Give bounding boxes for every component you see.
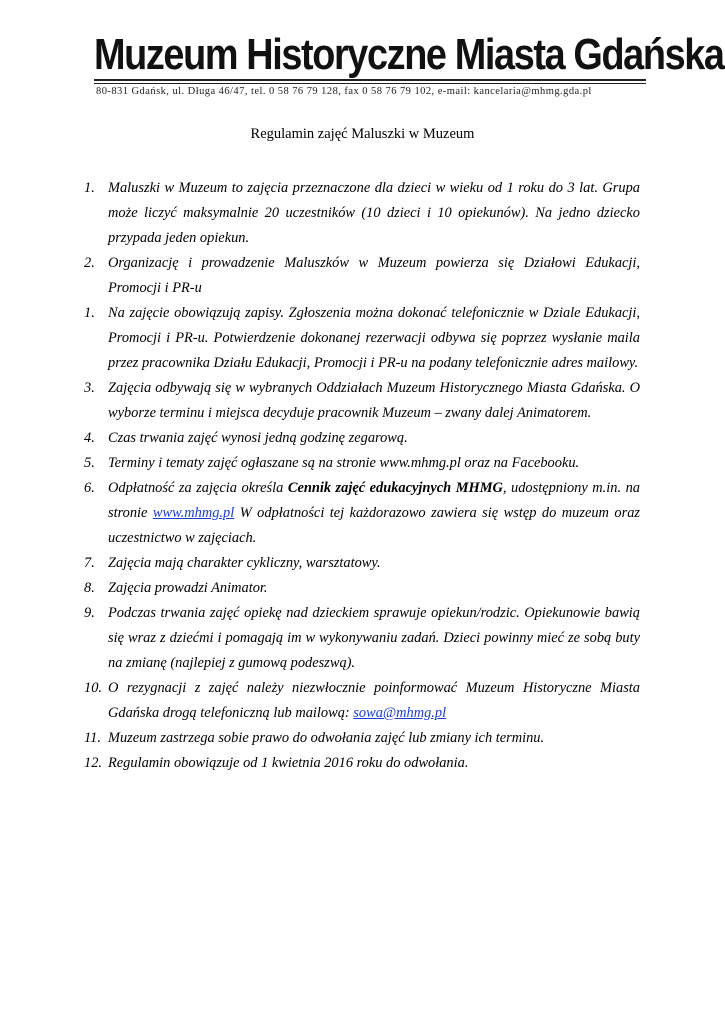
rule-text: Czas trwania zajęć wynosi jedną godzinę zegarową. bbox=[108, 430, 408, 446]
rule-number: 8. bbox=[84, 580, 95, 596]
rule-text: Regulamin obowiązuje od 1 kwietnia 2016 roku do odwołania. bbox=[108, 755, 469, 771]
rule-text: , udostępniony m.in. na stronie bbox=[108, 480, 640, 521]
rule-number: 7. bbox=[84, 555, 95, 571]
rule-item bbox=[84, 751, 640, 776]
email-link[interactable]: sowa@mhmg.pl bbox=[353, 705, 447, 721]
rule-text: Muzeum zastrzega sobie prawo do odwołania zajęć lub zmiany ich terminu. bbox=[108, 730, 545, 746]
website-link[interactable]: www.mhmg.pl bbox=[152, 505, 235, 521]
rule-item bbox=[84, 301, 640, 376]
letterhead-contact: 80-831 Gdańsk, ul. Długa 46/47, tel. 0 58 76 79 128, fax 0 58 76 79 102, e-mail: kancelaria@mhmg.gda.pl bbox=[96, 86, 592, 97]
rule-text: O rezygnacji z zajęć należy niezwłocznie poinformować Muzeum Historyczne Miasta Gdańska drogą telefoniczną lub mailową: bbox=[108, 680, 640, 721]
rule-item bbox=[84, 726, 640, 751]
rule-item bbox=[84, 551, 640, 576]
rule-number: 2. bbox=[84, 255, 95, 271]
document-title: Regulamin zajęć Maluszki w Muzeum bbox=[250, 126, 475, 142]
rule-number: 9. bbox=[84, 605, 95, 621]
rule-text: Terminy i tematy zajęć ogłaszane są na stronie www.mhmg.pl oraz na Facebooku. bbox=[108, 455, 580, 471]
rule-number: 6. bbox=[84, 480, 95, 496]
price-list-name: Cennik zajęć edukacyjnych MHMG bbox=[287, 480, 503, 496]
rule-number: 12. bbox=[84, 755, 102, 771]
rule-text: Zajęcia odbywają się w wybranych Oddziałach Muzeum Historycznego Miasta Gdańska. O wyborze terminu i miejsca decyduje pracownik Muzeum – zwany dalej Animatorem. bbox=[108, 380, 640, 421]
rule-item bbox=[84, 476, 640, 551]
rule-item bbox=[84, 576, 640, 601]
letterhead-divider bbox=[94, 79, 646, 84]
rule-number: 1. bbox=[84, 180, 95, 196]
rule-text: Podczas trwania zajęć opiekę nad dzieckiem sprawuje opiekun/rodzic. Opiekunowie bawią się wraz z dziećmi i pomagają im w wykonywaniu zadań. Dzieci powinny mieć ze sobą buty na zmianę (najlepiej z gumową podeszwą). bbox=[108, 605, 640, 671]
rule-number: 1. bbox=[84, 305, 95, 321]
rule-item bbox=[84, 676, 640, 726]
rule-number: 4. bbox=[84, 430, 95, 446]
rule-number: 10. bbox=[84, 680, 102, 696]
rule-text: Zajęcia prowadzi Animator. bbox=[108, 580, 268, 596]
rule-item bbox=[84, 176, 640, 251]
rule-number: 3. bbox=[84, 380, 95, 396]
letterhead-title: Muzeum Historyczne Miasta Gdańska bbox=[94, 30, 724, 79]
rule-text: Maluszki w Muzeum to zajęcia przeznaczone dla dzieci w wieku od 1 roku do 3 lat. Grupa może liczyć maksymalnie 20 uczestników (10 dzieci i 10 opiekunów). Na jedno dziecko przypada jeden opiekun. bbox=[108, 180, 640, 246]
rule-text: Organizację i prowadzenie Maluszków w Muzeum powierza się Działowi Edukacji, Promocji i PR-u bbox=[108, 255, 640, 296]
rule-text: W odpłatności tej każdorazowo zawiera się wstęp do muzeum oraz uczestnictwo w zajęciach. bbox=[108, 505, 640, 546]
rule-number: 11. bbox=[84, 730, 101, 746]
rules-list bbox=[84, 176, 640, 776]
rule-text: Na zajęcie obowiązują zapisy. Zgłoszenia można dokonać telefonicznie w Dziale Edukacji, Promocji i PR-u. Potwierdzenie dokonanej rezerwacji odbywa się poprzez wysłanie maila przez pracownika Działu Edukacji, Promocji i PR-u na podany telefonicznie adres mailowy. bbox=[108, 305, 640, 371]
rule-item bbox=[84, 376, 640, 426]
rule-item bbox=[84, 426, 640, 451]
rule-number: 5. bbox=[84, 455, 95, 471]
rule-text: Zajęcia mają charakter cykliczny, warsztatowy. bbox=[108, 555, 381, 571]
rule-item bbox=[84, 251, 640, 301]
rule-text: Odpłatność za zajęcia określa bbox=[108, 480, 288, 496]
rule-item bbox=[84, 601, 640, 676]
rule-item bbox=[84, 451, 640, 476]
